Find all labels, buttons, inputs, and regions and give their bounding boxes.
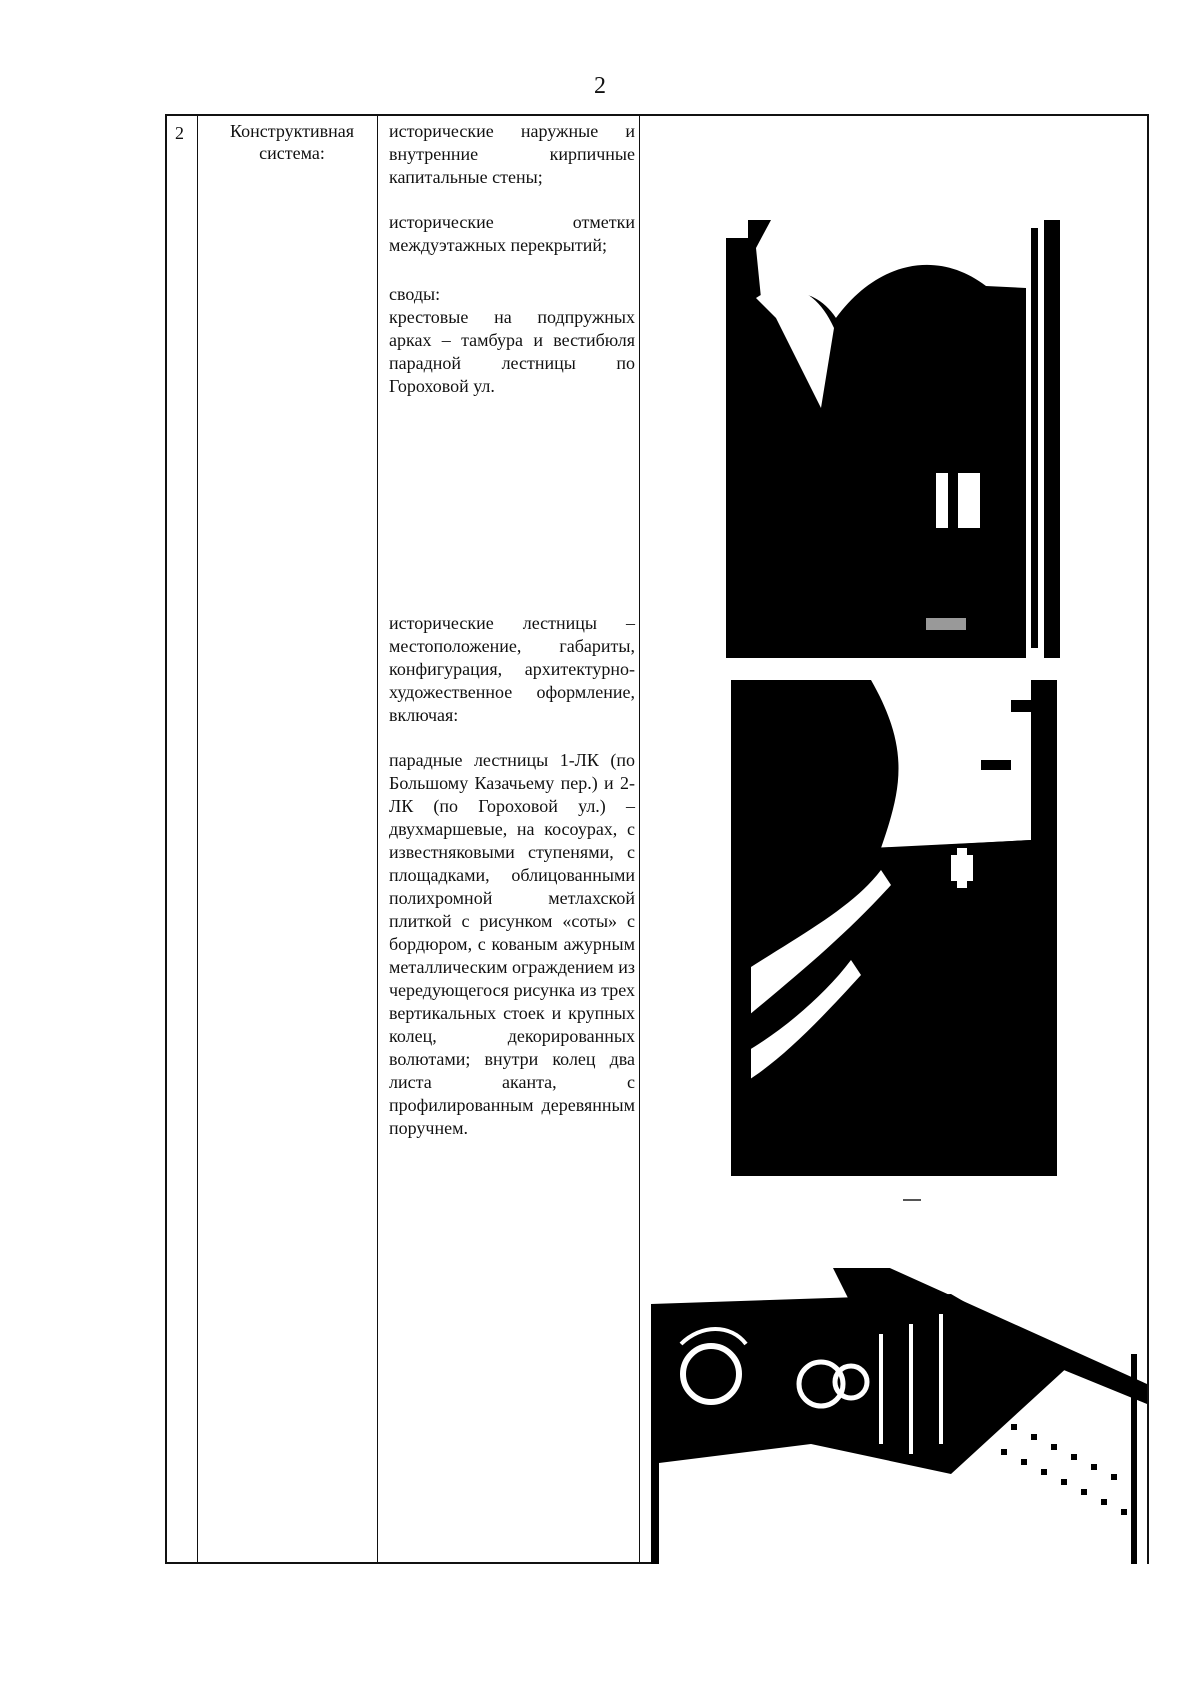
description-floor-levels: исторические отметки междуэтажных перекрытий; [389, 212, 635, 255]
description-main-staircases: парадные лестницы 1-ЛК (по Большому Казачьему пер.) и 2-ЛК (по Гороховой ул.) – двухмаршевые, на косоурах, с известняковыми ступенями, с площадками, облицованными полихромной метлахской плиткой с рисунком «соты» с бордюром, с кованым ажурным металлическим ограждением из чередующегося рисунка из трех вертикальных стоек и крупных колец, декорированных волютами; внутри колец два листа аканта, с профилированным деревянным поручнем. [389, 750, 635, 1138]
description-cell [389, 120, 635, 1140]
vaulted-vestibule-photo [726, 208, 1060, 658]
column-divider [377, 116, 378, 1562]
staircase-flight-photo [731, 680, 1057, 1176]
description-vaults: крестовые на подпружных арках – тамбура и вестибюля парадной лестницы по Гороховой ул. [389, 307, 635, 396]
feature-name: Конструктивная система: [230, 121, 354, 163]
row-number: 2 [175, 123, 184, 143]
column-divider [197, 116, 198, 1562]
description-staircases: исторические лестницы – местоположение, габариты, конфигурация, архитектурно-художественное оформление, включая: [389, 613, 635, 725]
description-walls: исторические наружные и внутренние кирпичные капитальные стены; [389, 121, 635, 187]
column-divider [639, 116, 640, 1562]
wrought-iron-railing-photo [651, 1264, 1147, 1564]
description-vaults-heading: своды: [389, 284, 441, 304]
features-table [165, 114, 1149, 1564]
page-number: 2 [594, 73, 606, 99]
photo-separator [903, 1199, 921, 1201]
